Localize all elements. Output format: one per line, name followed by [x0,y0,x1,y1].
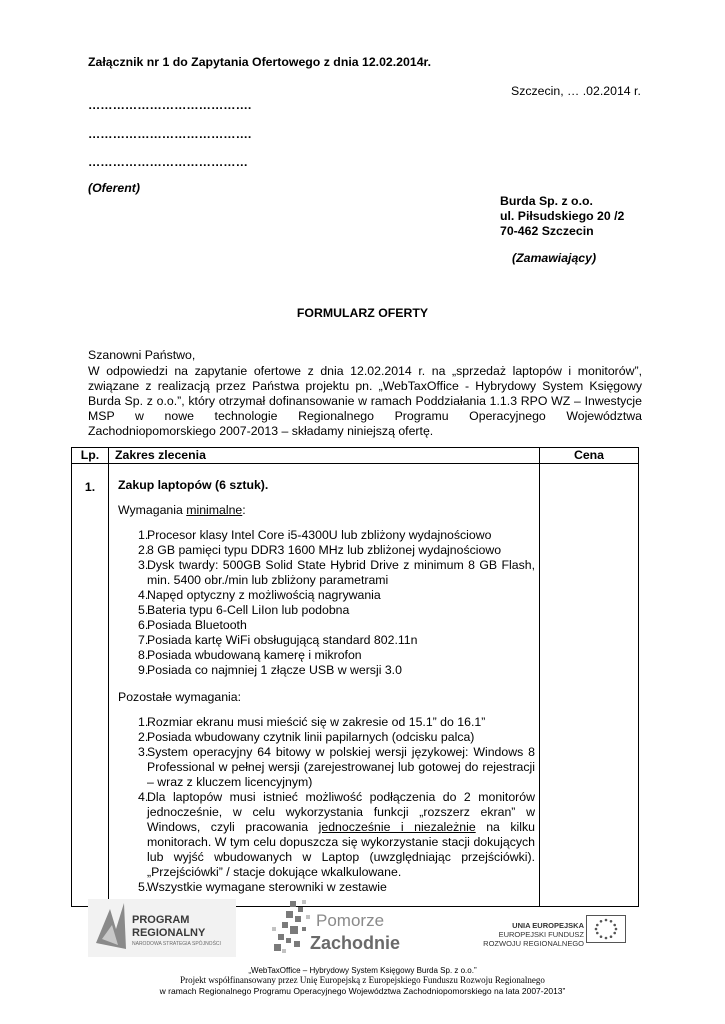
recipient-role: (Zamawiający) [512,251,597,265]
offeror-label: (Oferent) [88,181,140,195]
offer-table [71,447,639,907]
list-item: 3. Dysk twardy: 500GB Solid State Hybrid Drive z minimum 8 GB Flash, min. 5400 obr./min lub zbliżony parametrami [138,558,535,587]
program-line2: REGIONALNY [132,927,206,939]
eu-line3: ROZWOJU REGIONALNEGO [483,939,584,948]
list-item: 7. Posiada kartę WiFi obsługującą standard 802.11n [138,633,418,647]
intro-line: W odpowiedzi na zapytanie ofertowe z dnia 12.02.2014 r. na „sprzedaż laptopów i monitorów”, [88,364,642,378]
greeting: Szanowni Państwo, [88,348,196,362]
table-row [72,464,639,907]
table-header-row [72,448,639,464]
list-item: 9. Posiada co najmniej 1 złącze USB w wersji 3.0 [138,663,402,677]
list-item: 2. Posiada wbudowany czytnik linii papilarnych (odcisku palca) [138,730,475,744]
offeror-dots-2: …………………………………. [88,127,252,141]
header-scope: Zakres zlecenia [109,448,540,464]
eu-line1: UNIA EUROPEJSKA [512,921,584,930]
eu-flag-icon [586,915,626,943]
header-lp: Lp. [72,448,109,464]
footer-line2: Projekt współfinansowany przez Unię Europejską z Europejskiego Funduszu Rozwoju Regionalnego [180,975,545,985]
intro-line: Zachodniopomorskiego 2007-2013 – składamy niniejszą ofertę. [88,424,434,438]
form-title: FORMULARZ OFERTY [296,306,429,320]
attachment-title: Załącznik nr 1 do Zapytania Ofertowego z dnia 12.02.2014r. [88,55,432,69]
list-item: 1. Rozmiar ekranu musi mieścić się w zakresie od 15.1” do 16.1” [138,715,486,729]
list-item: 5. Bateria typu 6-Cell LiIon lub podobna [138,603,350,617]
page-footer [0,966,725,996]
eu-line2: EUROPEJSKI FUNDUSZ [498,930,584,939]
pixel-emblem-icon [274,901,306,951]
row-scope [109,464,540,907]
intro-paragraph [88,364,642,439]
intro-line: związane z realizacją przez Państwa projektu pn. „WebTaxOffice - Hybrydowy System Księgowy [88,379,642,393]
intro-line: MSP w nowe technologie Regionalnego Programu Operacyjnego Województwa [88,409,642,423]
footer-line1: „WebTaxOffice – Hybrydowy System Księgowy Burda Sp. z o.o.” [248,966,477,975]
recipient-name: Burda Sp. z o.o. [500,194,593,208]
list-item: 8. Posiada wbudowaną kamerę i mikrofon [138,648,362,662]
row-lp: 1. [72,464,109,907]
footer-line3: w ramach Regionalnego Programu Operacyjnego Województwa Zachodniopomorskiego na lata 2007-2013” [159,986,566,996]
scope-title: Zakup laptopów (6 sztuk). [118,478,269,492]
recipient-city: 70-462 Szczecin [500,224,594,238]
list-item: 4. Dla laptopów musi istnieć możliwość podłączenia do 2 monitorów jednocześnie, w celu wykorzystania funkcji „rozszerz ekran” w Windows, czyli pracowania jednocześnie i niezależnie na kilku monitorach. W tym celu dopuszcza się wykorzystanie stacji dokujących lub wyjść wbudowanych w Laptop (uwzględniając przejściówki). „Przejściówki” / stacje dokujące wkalkulowane. [138,790,535,879]
list-item: 1. Procesor klasy Intel Core i5-4300U lub zbliżony wydajnościowo [138,528,492,542]
header-price: Cena [540,448,639,464]
pomorze-line1: Pomorze [316,911,385,930]
list-item: 5. Wszystkie wymagane sterowniki w zestawie [138,880,387,894]
pomorze-zachodnie-logo [268,897,418,959]
program-regionalny-logo [88,899,236,957]
eu-text [480,921,584,948]
program-line1: PROGRAM [132,914,190,926]
pomorze-line2: Zachodnie [310,933,401,953]
min-requirements-label: Wymagania minimalne: [118,503,246,517]
list-item: 4. Napęd optyczny z możliwością nagrywania [138,588,381,602]
recipient-street: ul. Piłsudskiego 20 /2 [500,209,625,223]
program-tag: NARODOWA STRATEGIA SPÓJNOŚCI [132,941,221,947]
offeror-dots-3: ………………………………… [88,155,248,169]
place-date: Szczecin, … .02.2014 r. [511,84,641,98]
logo-strip [0,897,725,961]
list-item: 3. System operacyjny 64 bitowy w polskiej wersji językowej: Windows 8 Professional w pełnej wersji (zarejestrowanej lub gotowej do rejestracji – wraz z kluczem licencyjnym) [138,745,535,789]
offeror-dots-1: …………………………………. [88,98,252,112]
list-item: 2. 8 GB pamięci typu DDR3 1600 MHz lub zbliżonej wydajnościowo [138,543,502,557]
intro-line: Burda Sp. z o.o.”, który otrzymał dofinansowanie w ramach Poddziałania 1.1.3 RPO WZ – Inwestycje [88,394,642,408]
other-requirements-list [118,715,535,895]
min-requirements-list [118,528,535,678]
list-item: 6. Posiada Bluetooth [138,618,247,632]
other-requirements-label: Pozostałe wymagania: [118,690,242,704]
row-price [540,464,639,907]
